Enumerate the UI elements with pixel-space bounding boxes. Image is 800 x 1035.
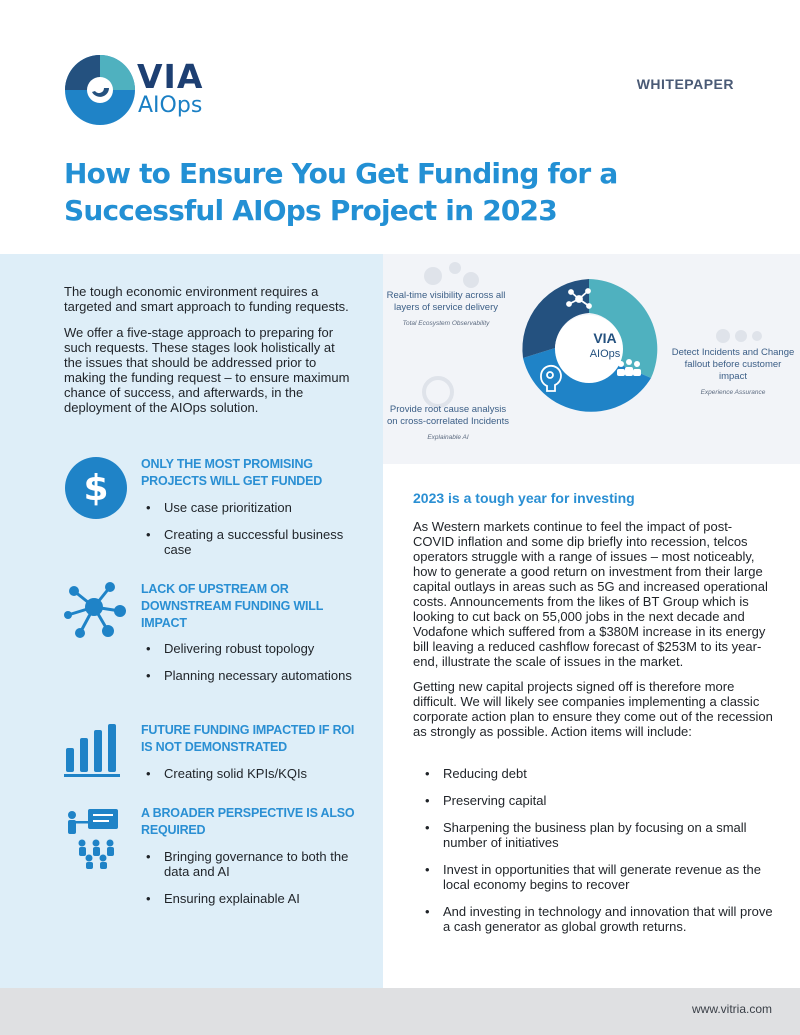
feature-list [146,641,356,695]
list-item: • Invest in opportunities that will generate revenue as the local economy begins to recover [425,862,775,892]
hero-label-observability [385,290,507,330]
network-icon [64,581,128,645]
page-footer [0,988,800,1035]
bar-chart-icon [64,722,128,786]
feature-list [146,766,356,793]
body-paragraph-2: Getting new capital projects signed off is therefore more difficult. We will likely see companies implementing a classic corporate action plan to ensure they come out of the recession as strongly as possible. Action items will include: [413,679,773,739]
logo-aiops-text: AIOps [138,93,203,118]
intro-paragraph-2: We offer a five-stage approach to preparing for such requests. These stages look holistically at the issues that should be addressed prior to making the funding request – to ensure maximum chance of success, and afterwards, in the deployment of the AIOps solution. [64,325,350,415]
list-item: • Sharpening the business plan by focusing on a small number of initiatives [425,820,775,850]
intro-paragraph-1: The tough economic environment requires a targeted and smart approach to funding requests. [64,284,349,314]
feature-heading: LACK OF UPSTREAM OR DOWNSTREAM FUNDING WILL IMPACT [141,582,323,630]
action-items-list [425,766,775,946]
hero-label-sub: Total Ecosystem Observability [402,320,490,327]
dollar-icon [64,456,128,520]
body-paragraph-1: As Western markets continue to feel the impact of post-COVID inflation and some dip briefly into recession, telcos operators struggle with a range of issues – most noticeably, how to generate a good return on investment from their large capital outlays in areas such as 5G and increased operational costs. Announcements from the likes of BT Group which is looking to cut back on 55,000 jobs in the next decade and Vodafone which suffered from a $380M increase in its energy bill leaving a reduced cashflow forecast of $253M to its year-end, illustrate the scale of issues in the market. [413,519,768,669]
feature-heading: ONLY THE MOST PROMISING PROJECTS WILL GET FUNDED [141,457,323,488]
list-item: • Bringing governance to both the data and AI [146,849,356,879]
list-item: • Ensuring explainable AI [146,891,356,906]
list-item: • Creating solid KPIs/KQIs [146,766,356,781]
hero-label-experience [670,347,796,399]
hero-label-sub: Explainable AI [427,434,469,441]
cycle-ring [522,279,657,412]
section-body [413,519,773,749]
intro-text [64,284,356,426]
ring-center-aiops: AIOps [589,348,621,360]
list-item: • Planning necessary automations [146,668,356,683]
list-item: • Reducing debt [425,766,775,781]
hero-label-text: Real-time visibility across all layers of service delivery [386,290,506,313]
hero-label-sub: Experience Assurance [700,389,766,396]
list-item: • And investing in technology and innovation that will prove a cash generator as global growth returns. [425,904,775,934]
list-item: • Creating a successful business case [146,527,356,557]
feature-heading: A BROADER PERSPECTIVE IS ALSO REQUIRED [141,806,355,837]
list-item: • Use case prioritization [146,500,356,515]
document-type-label: WHITEPAPER [636,76,734,92]
section-heading: 2023 is a tough year for investing [413,490,635,506]
list-item: • Preserving capital [425,793,775,808]
footer-website-link[interactable]: www.vitria.com [691,1002,772,1016]
list-item: • Delivering robust topology [146,641,356,656]
hero-label-text: Provide root cause analysis on cross-correlated Incidents [387,404,509,427]
feature-heading: FUTURE FUNDING IMPACTED IF ROI IS NOT DEMONSTRATED [141,723,355,754]
feature-list [146,500,356,569]
feature-list [146,849,356,918]
svg-text:$: $ [83,468,109,509]
hero-label-explainable [384,404,512,444]
hero-label-text: Detect Incidents and Change fallout before customer impact [671,347,795,382]
presentation-icon [64,805,128,869]
page-title: How to Ensure You Get Funding for a Successful AIOps Project in 2023 [64,157,618,227]
logo-via-text: VIA [137,57,204,96]
ring-center-via: VIA [593,330,617,346]
